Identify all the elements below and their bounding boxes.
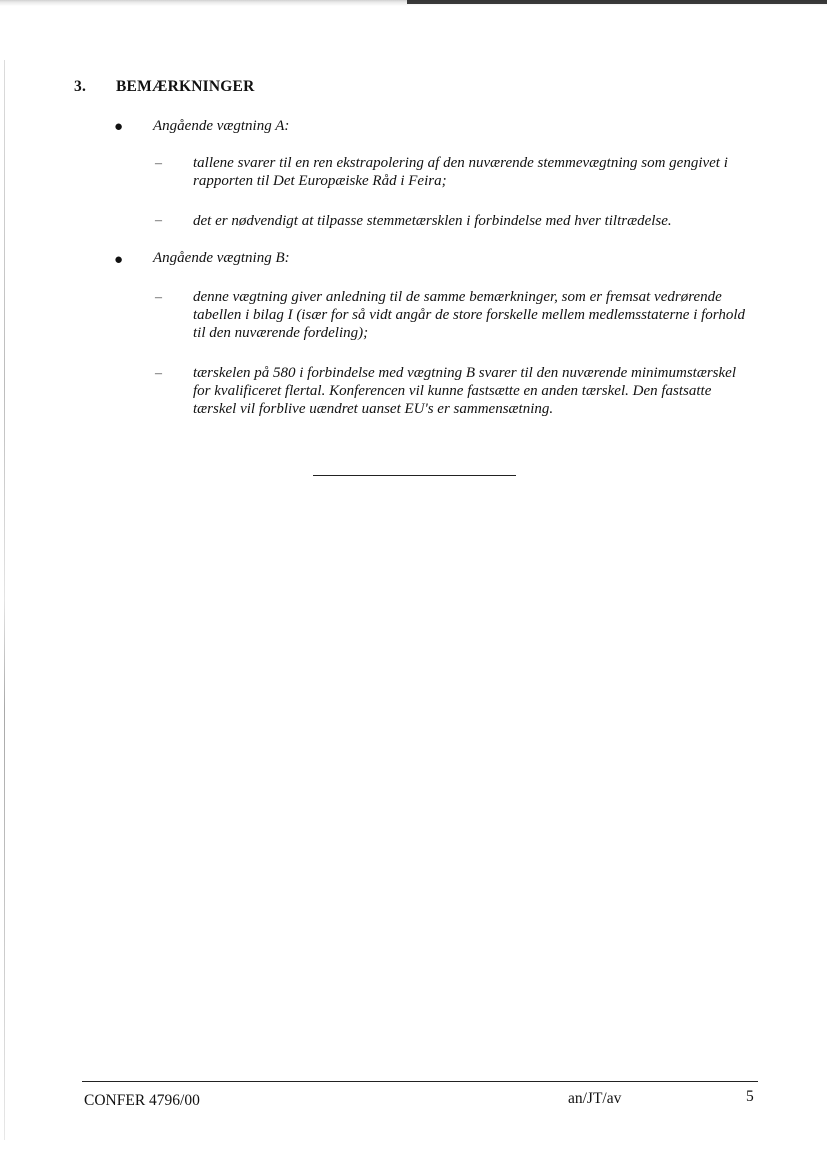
bullet-icon: ● [114, 119, 124, 135]
dash-icon: – [155, 213, 162, 228]
separator-line [313, 475, 516, 476]
author-initials: an/JT/av [568, 1090, 622, 1107]
weighting-b-item-2: tærskelen på 580 i forbindelse med vægtning B svarer til den nuværende minimumstærskel for kvalificeret flertal. Konferencen vil kunne fastsætte en anden tærskel. Den fastsatte tærskel vil forblive uændret uanset EU's er sammensætning. [193, 365, 736, 417]
dash-icon: – [155, 366, 162, 381]
page-number: 5 [746, 1088, 754, 1105]
footer-rule [82, 1081, 758, 1082]
weighting-a-item-2: det er nødvendigt at tilpasse stemmetærsklen i forbindelse med hver tiltrædelse. [193, 213, 672, 229]
section-number: 3. [74, 78, 87, 95]
weighting-b-item-1: denne vægtning giver anledning til de samme bemærkninger, som er fremsat vedrørende tabellen i bilag I (især for så vidt angår de store forskelle mellem medlemsstaterne i forhold til den nuværende fordeling); [193, 289, 746, 341]
weighting-b-label: Angående vægtning B: [153, 250, 290, 266]
weighting-a-label: Angående vægtning A: [153, 118, 290, 134]
document-reference: CONFER 4796/00 [84, 1092, 200, 1109]
section-title: BEMÆRKNINGER [116, 78, 255, 95]
weighting-a-item-1: tallene svarer til en ren ekstrapolering af den nuværende stemmevægtning som gengivet i rapporten til Det Europæiske Råd i Feira; [193, 155, 728, 189]
scan-edge-left [4, 60, 5, 1140]
bullet-icon: ● [114, 252, 124, 268]
scan-edge-top-dark [407, 0, 827, 4]
dash-icon: – [155, 290, 162, 305]
section-heading [74, 78, 254, 96]
dash-icon: – [155, 156, 162, 171]
